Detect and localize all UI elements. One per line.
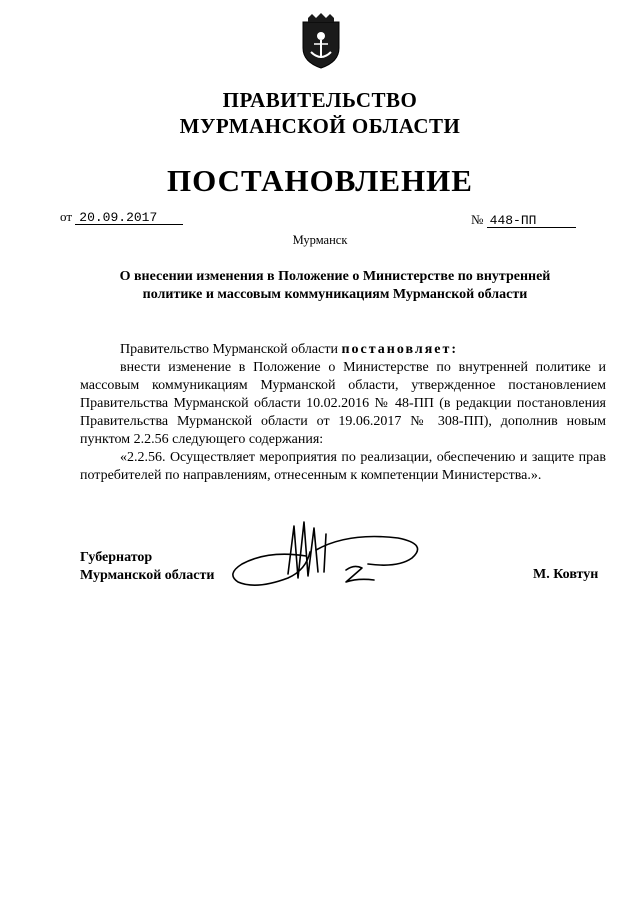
signatory-role-line2: Мурманской области bbox=[80, 568, 215, 583]
date-row bbox=[60, 209, 183, 225]
number-row bbox=[471, 212, 576, 228]
signatory-role bbox=[80, 549, 214, 585]
resolution-intro: Правительство Мурманской области bbox=[120, 342, 342, 357]
document-subject: О внесении изменения в Положение о Министерстве по внутренней политике и массовым коммуникациям Мурманской области bbox=[119, 269, 551, 302]
signatory-role-line1: Губернатор bbox=[80, 550, 153, 565]
signatory-name: М. Ковтун bbox=[533, 567, 599, 582]
handwritten-signature-icon bbox=[228, 512, 428, 592]
body-paragraph-3: «2.2.56. Осуществляет мероприятия по реализации, обеспечению и защите прав потребителей по направлениям, отнесенным к компетенции Министерства.». bbox=[80, 450, 606, 483]
city: Мурманск bbox=[292, 233, 348, 247]
org-name-line2: МУРМАНСКОЙ ОБЛАСТИ bbox=[179, 114, 461, 138]
document-date: 20.09.2017 bbox=[75, 211, 183, 225]
resolution-keyword: постановляет: bbox=[341, 342, 459, 357]
document-number: 448-ПП bbox=[487, 214, 576, 228]
date-prefix: от bbox=[60, 209, 73, 224]
number-prefix: № bbox=[471, 212, 484, 227]
murmansk-coat-of-arms-icon bbox=[300, 12, 342, 70]
org-name-line1: ПРАВИТЕЛЬСТВО bbox=[222, 88, 418, 112]
body-paragraph-1 bbox=[80, 341, 606, 359]
document-type-title: ПОСТАНОВЛЕНИЕ bbox=[167, 163, 473, 198]
body-paragraph-2: внести изменение в Положение о Министерстве по внутренней политике и массовым коммуникациям Мурманской области, утвержденное постановлением Правительства Мурманской области 10.02.2016 № 48-ПП (в редакции постановления Правительства Мурманской области от 19.06.2017 № 308-ПП), дополнив новым пунктом 2.2.56 следующего содержания: bbox=[80, 360, 606, 447]
